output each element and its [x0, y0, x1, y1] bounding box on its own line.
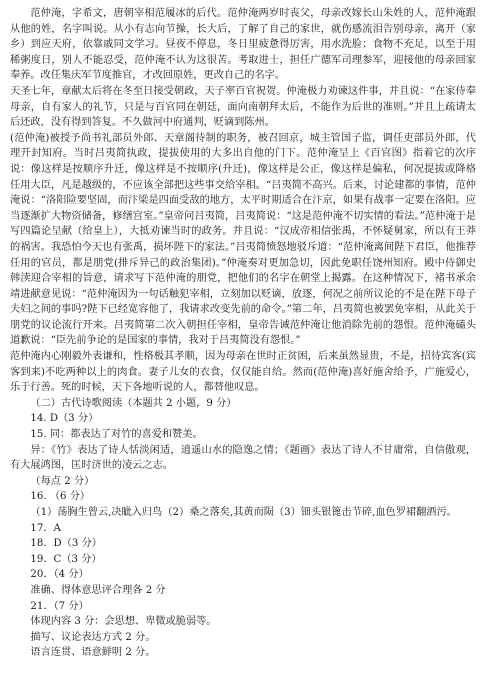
section-heading: （二）古代诗歌阅读（本题共 2 小题，9 分） [30, 397, 237, 409]
answer-17: 17．A [30, 522, 61, 534]
passage-paragraph-4: 范仲淹内心刚毅外表谦和，性格极其孝顺，因为母亲在世时正贫困，后来虽然显贵，不是，招待宾客(宾客到来)不吃两种以上的肉食。妻子儿女的衣食，仅仅能自给。然而(范仲淹)喜好施舍给予，广施爱心，乐于行善。死的时候，天下各地听说的人，都替他叹息。 [10, 351, 476, 394]
answer-20: 20．（4 分） [30, 569, 89, 581]
answer-16-content: （1）荡胸生曾云,决眦入归鸟（2）桑之落矣,其黄而陨（3）钿头银篦击节碎,血色罗裙翻酒污。 [30, 507, 457, 518]
answer-18: 18．D（3 分） [30, 538, 102, 550]
passage-paragraph-2: 天圣七年，章献太后将在冬至日接受朝政，天子率百官祝贺。仲淹极力劝谏这件事，并且说：“在家侍奉母亲，自有家人的礼节，只是与百官同在朝廷，面向南朝拜太后，不能作为后世的准则。”并且上疏请太后还政，没有得到答复。不久做河中府通判，贬谪到陈州。 [10, 85, 476, 129]
answer-21-criteria-1: 体现内容 3 分：会思想、卑微或脆弱等。 [30, 616, 217, 628]
translation-passage [10, 6, 476, 396]
answer-21-criteria-3: 语言连贯、语意鲜明 2 分。 [30, 647, 156, 659]
passage-paragraph-3: (范仲淹)被授予尚书礼部员外郎、天章阁待制的职务，被召回京，城主管国子监，调任吏部员外郎，代理开封知府。当时吕夷简执政，提拔使用的大多出自他的门下。范仲淹呈上《百官图》指着它的次序说：像这样是按顺序升迁，像这样是不按顺序(升迁)，像这样是公正，像这样是偏私，何况提拔或降格任用大臣，凡是越级的，不应该全部把这些事交给宰相。“吕夷简不高兴。后来，讨论建都的事情，范仲淹说：“洛阳险要坚固，而汴梁是四面受敌的地方，太平时期适合在汴京，如果有战事一定要在洛阳。应当逐渐扩大物资储备，修缮宫室。”皇帝问吕夷简，吕夷简说：“这是范仲淹不切实情的看法。”范仲淹于是写四篇论呈献（给皇上），大抵劝谏当时的政务。并且说：“汉成帝相信张禹，不怀疑舅家，所以有王莽的祸害。我恐怕今天也有张禹，损坏陛下的家法。”吕夷简愤怒地驳斥道：“范仲淹离间陛下君臣，他推荐任用的官员，都是朋党(排斥异己的政治集团)。”仲淹奏对更加急切，因此免职任饶州知府。殿中侍御史韩渎迎合宰相的旨意，请求写下范仲淹的朋党，把他们的名字在朝堂上揭露。在这种情况下，褚书承余靖进献意见说：“范仲淹因为一句话触犯宰相，立刻加以贬谪，放逐，何况之前所议论的不是在陛下母子夫妇之间的事吗?陛下已经宽容他了，我请求改变先前的命令。”第二年，吕夷简也被罢免宰相，从此关于朋党的议论流行开来。吕夷简第二次入朝担任宰相，皇帝告诫范仲淹让他消除先前的怨恨。范仲淹磕头道歉说：“臣先前争论的是国家的事情，我对于吕夷简没有怨恨。” [10, 132, 476, 347]
answer-19: 19．C（3 分） [30, 553, 102, 565]
answer-15-score: （每点 2 分） [30, 475, 95, 487]
answer-16: 16. （6 分） [30, 491, 91, 503]
answer-15-same: 15. 同：都表达了对竹的喜爱和赞美。 [30, 429, 203, 441]
answer-21: 21．（7 分） [30, 600, 89, 612]
answer-14: 14. D（3 分） [30, 413, 99, 425]
answer-15-diff: 异：《竹》表达了诗人恬淡闲适，逍遥山水的隐逸之情；《题画》表达了诗人不甘庸常，自信傲观，有大展鸿图，匡时济世的凌云之志。 [10, 444, 476, 472]
answer-21-criteria-2: 描写、议论表达方式 2 分。 [30, 631, 156, 643]
passage-paragraph-1: 范仲淹，字希文，唐朝宰相范履冰的后代。范仲淹两岁时丧父，母亲改嫁长山朱姓的人，范仲淹跟从他的姓，名字叫说。从小有志向节操，长大后，了解了自己的家世，就伤感流泪告别母亲，离开（家乡）到应天府，依靠戚同文学习。昼夜不停息，冬日里疲惫得厉害，用水洗脸；食物不充足，以至于用稀粥度日，别人不能忍受，范仲淹不认为这很苦。考取进士，担任广德军司理参军，迎接他的母亲回家奉养。改任集庆军节度推官，才改回原姓，更改自己的名字。 [10, 8, 476, 82]
answer-20-criteria: 准确、得体意思评合理各 2 分 [30, 584, 166, 596]
answer-key [10, 396, 476, 661]
